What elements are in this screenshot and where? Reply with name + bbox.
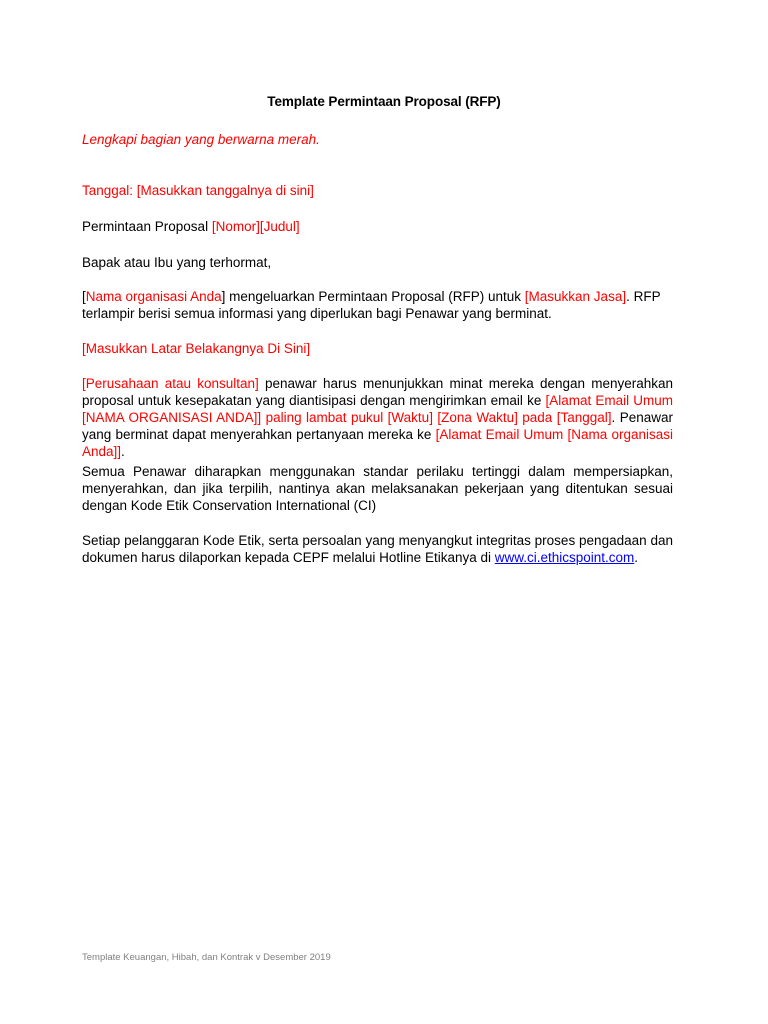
instruction-text: Lengkapi bagian yang berwarna merah. bbox=[82, 132, 320, 147]
p2-text-end: . bbox=[121, 444, 125, 459]
bracket-close: ] bbox=[221, 289, 226, 304]
company-placeholder: [Perusahaan atau konsultan] bbox=[82, 376, 259, 391]
footer-text: Template Keuangan, Hibah, dan Kontrak v Desember 2019 bbox=[82, 952, 331, 963]
rfp-label: Permintaan Proposal bbox=[82, 219, 212, 234]
ethicspoint-link[interactable]: www.ci.ethicspoint.com bbox=[494, 550, 635, 565]
rfp-line bbox=[82, 218, 673, 235]
p1-text: mengeluarkan Permintaan Proposal (RFP) untuk bbox=[225, 289, 525, 304]
paragraph-2 bbox=[82, 375, 673, 460]
email-placeholder-2: [Alamat Email Umum [Nama organisasi Anda]] bbox=[82, 427, 673, 459]
paragraph-1 bbox=[82, 288, 673, 322]
p4-text-end: . bbox=[634, 550, 639, 565]
email-placeholder: [Alamat Email Umum [NAMA ORGANISASI ANDA]] paling lambat pukul [Waktu] [Zona Waktu] pada [Tanggal] bbox=[82, 393, 674, 425]
p2-text: penawar harus menunjukkan minat mereka dengan menyerahkan proposal untuk kesepakatan yang diantisipasi dengan mengirimkan email ke bbox=[82, 376, 674, 408]
bracket-open: [ bbox=[82, 289, 86, 304]
p1-text-end: . RFP terlampir berisi semua informasi yang diperlukan bagi Penawar yang berminat. bbox=[82, 289, 661, 321]
service-placeholder: [Masukkan Jasa] bbox=[524, 289, 627, 304]
background-placeholder: [Masukkan Latar Belakangnya Di Sini] bbox=[82, 341, 311, 356]
paragraph-4 bbox=[82, 532, 673, 566]
date-line: Tanggal: [Masukkan tanggalnya di sini] bbox=[82, 183, 314, 198]
rfp-number-title: [Nomor][Judul] bbox=[211, 219, 300, 234]
org-placeholder: Nama organisasi Anda bbox=[85, 289, 222, 304]
p2-text-mid: . Penawar yang berminat dapat menyerahkan pertanyaan mereka ke bbox=[82, 410, 673, 442]
salutation: Bapak atau Ibu yang terhormat, bbox=[82, 255, 272, 270]
document-title: Template Permintaan Proposal (RFP) bbox=[267, 94, 501, 109]
p4-text: Setiap pelanggaran Kode Etik, serta persoalan yang menyangkut integritas proses pengadaan dan dokumen harus dilaporkan kepada CEPF melalui Hotline Etikanya di bbox=[82, 533, 673, 565]
paragraph-3: Semua Penawar diharapkan menggunakan standar perilaku tertinggi dalam mempersiapkan, menyerahkan, dan jika terpilih, nantinya akan melaksanakan pekerjaan yang ditentukan sesuai dengan Kode Etik Conservation International (CI) bbox=[82, 464, 673, 513]
